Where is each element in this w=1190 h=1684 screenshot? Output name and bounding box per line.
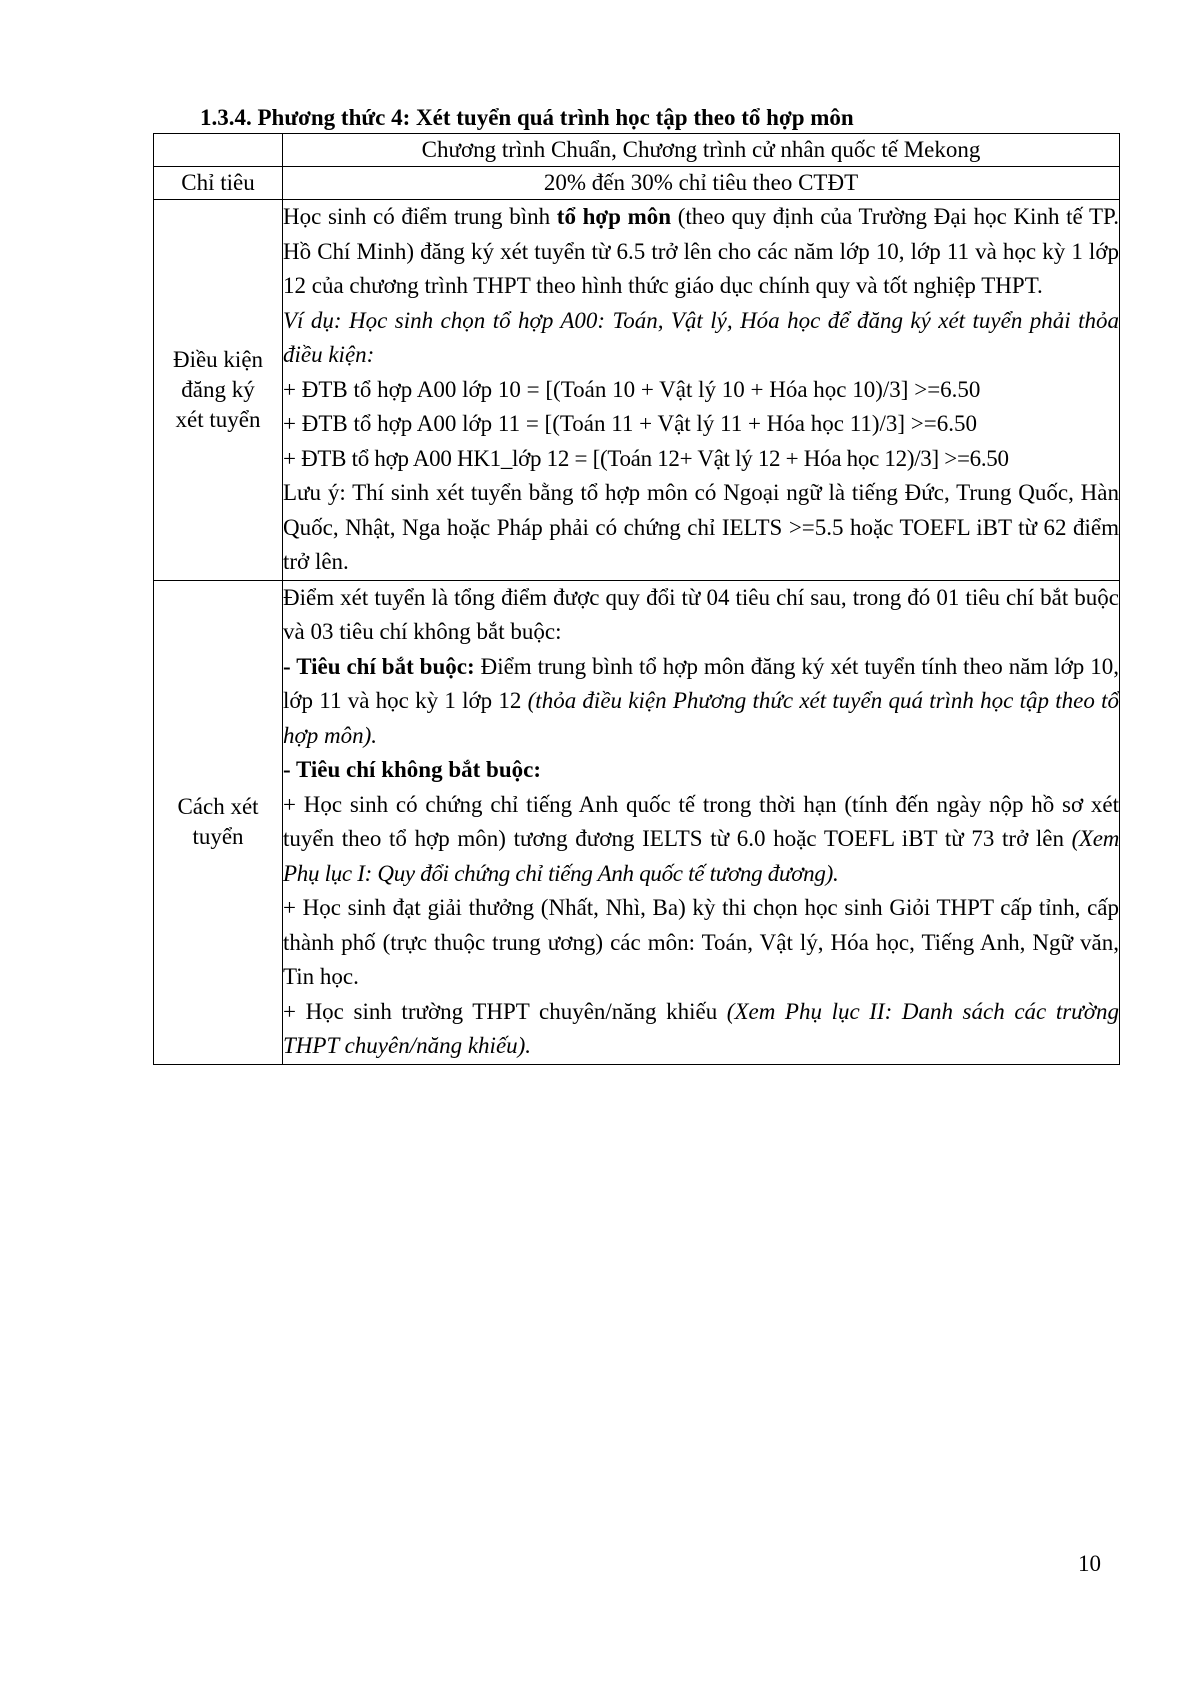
conditions-intro-rest: (theo quy định của Trường Đại học Kinh tế TP. Hồ Chí Minh) đăng ký xét tuyển từ 6.5 trở lên cho các năm lớp 10, lớp 11 và học kỳ 1 lớp 12 của chương trình THPT theo hình thức giáo dục chính quy và tốt nghiệp THPT. — [283, 204, 1119, 298]
program-header: Chương trình Chuẩn, Chương trình cử nhân quốc tế Mekong — [283, 134, 1120, 167]
method-content — [283, 580, 1120, 1064]
conditions-label-line: đăng ký — [181, 376, 255, 402]
page-number: 10 — [1078, 1551, 1101, 1576]
method-label-line: Cách xét — [177, 794, 259, 819]
conditions-row — [154, 200, 1120, 581]
required-criterion — [283, 650, 1119, 754]
optional-criterion — [283, 995, 1119, 1064]
section-heading: 1.3.4. Phương thức 4: Xét tuyển quá trình học tập theo tổ hợp môn — [200, 105, 854, 130]
conditions-intro-bold: tổ hợp môn — [556, 204, 672, 229]
optional-criterion-note: (Xem Phụ lục II: Danh sách các trường THPT chuyên/năng khiếu). — [283, 998, 1119, 1058]
formula-line: + ĐTB tổ hợp A00 lớp 11 = [(Toán 11 + Vật lý 11 + Hóa học 11)/3] >=6.50 — [283, 411, 977, 436]
conditions-label — [154, 200, 283, 581]
quota-row — [154, 167, 1120, 200]
admission-criteria-table — [153, 133, 1120, 1065]
optional-criterion: + Học sinh đạt giải thưởng (Nhất, Nhì, Ba) kỳ thi chọn học sinh Giỏi THPT cấp tỉnh, cấp thành phố (trực thuộc trung ương) các môn: Toán, Vật lý, Hóa học, Tiếng Anh, Ngữ văn, Tin học. — [283, 895, 1119, 989]
method-row — [154, 580, 1120, 1064]
optional-criterion-text: + Học sinh trường THPT chuyên/năng khiếu — [283, 998, 727, 1024]
conditions-label-line: Điều kiện — [172, 346, 264, 372]
method-intro: Điểm xét tuyển là tổng điểm được quy đổi từ 04 tiêu chí sau, trong đó 01 tiêu chí bắt buộc và 03 tiêu chí không bắt buộc: — [283, 584, 1119, 644]
quota-value: 20% đến 30% chỉ tiêu theo CTĐT — [283, 167, 1120, 200]
optional-criterion-note: (Xem Phụ lục I: Quy đổi chứng chỉ tiếng Anh quốc tế tương đương). — [283, 826, 1119, 886]
conditions-content — [283, 200, 1120, 581]
optional-criteria-label: - Tiêu chí không bắt buộc: — [283, 757, 541, 782]
optional-criterion — [283, 788, 1119, 892]
formula-line: + ĐTB tổ hợp A00 HK1_lớp 12 = [(Toán 12+ Vật lý 12 + Hóa học 12)/3] >=6.50 — [283, 445, 1009, 471]
conditions-example: Ví dụ: Học sinh chọn tổ hợp A00: Toán, Vật lý, Hóa học để đăng ký xét tuyển phải thỏa điều kiện: — [283, 307, 1119, 367]
optional-criterion-text: + Học sinh có chứng chỉ tiếng Anh quốc tế trong thời hạn (tính đến ngày nộp hồ sơ xét tuyển theo tổ hợp môn) tương đương IELTS từ 6.0 hoặc TOEFL iBT từ 73 trở lên — [283, 791, 1119, 851]
method-label-line: tuyển — [192, 824, 244, 849]
conditions-label-line: xét tuyển — [175, 406, 261, 432]
conditions-note: Lưu ý: Thí sinh xét tuyển bằng tổ hợp môn có Ngoại ngữ là tiếng Đức, Trung Quốc, Hàn Quốc, Nhật, Nga hoặc Pháp phải có chứng chỉ IELTS >=5.5 hoặc TOEFL iBT từ 62 điểm trở lên. — [283, 480, 1119, 574]
formula-line: + ĐTB tổ hợp A00 lớp 10 = [(Toán 10 + Vật lý 10 + Hóa học 10)/3] >=6.50 — [283, 376, 981, 402]
conditions-intro — [283, 200, 1119, 304]
conditions-intro-text: Học sinh có điểm trung bình — [283, 204, 557, 229]
required-criterion-label: - Tiêu chí bắt buộc: — [283, 653, 475, 679]
required-criterion-note: (thỏa điều kiện Phương thức xét tuyển quá trình học tập theo tổ hợp môn). — [283, 688, 1119, 748]
required-criterion-text: Điểm trung bình tổ hợp môn đăng ký xét tuyển tính theo năm lớp 10, lớp 11 và học kỳ 1 lớp 12 — [283, 653, 1119, 713]
empty-header-cell — [154, 134, 283, 167]
program-header-row — [154, 134, 1120, 167]
method-label — [154, 580, 283, 1064]
quota-label: Chỉ tiêu — [154, 167, 283, 200]
